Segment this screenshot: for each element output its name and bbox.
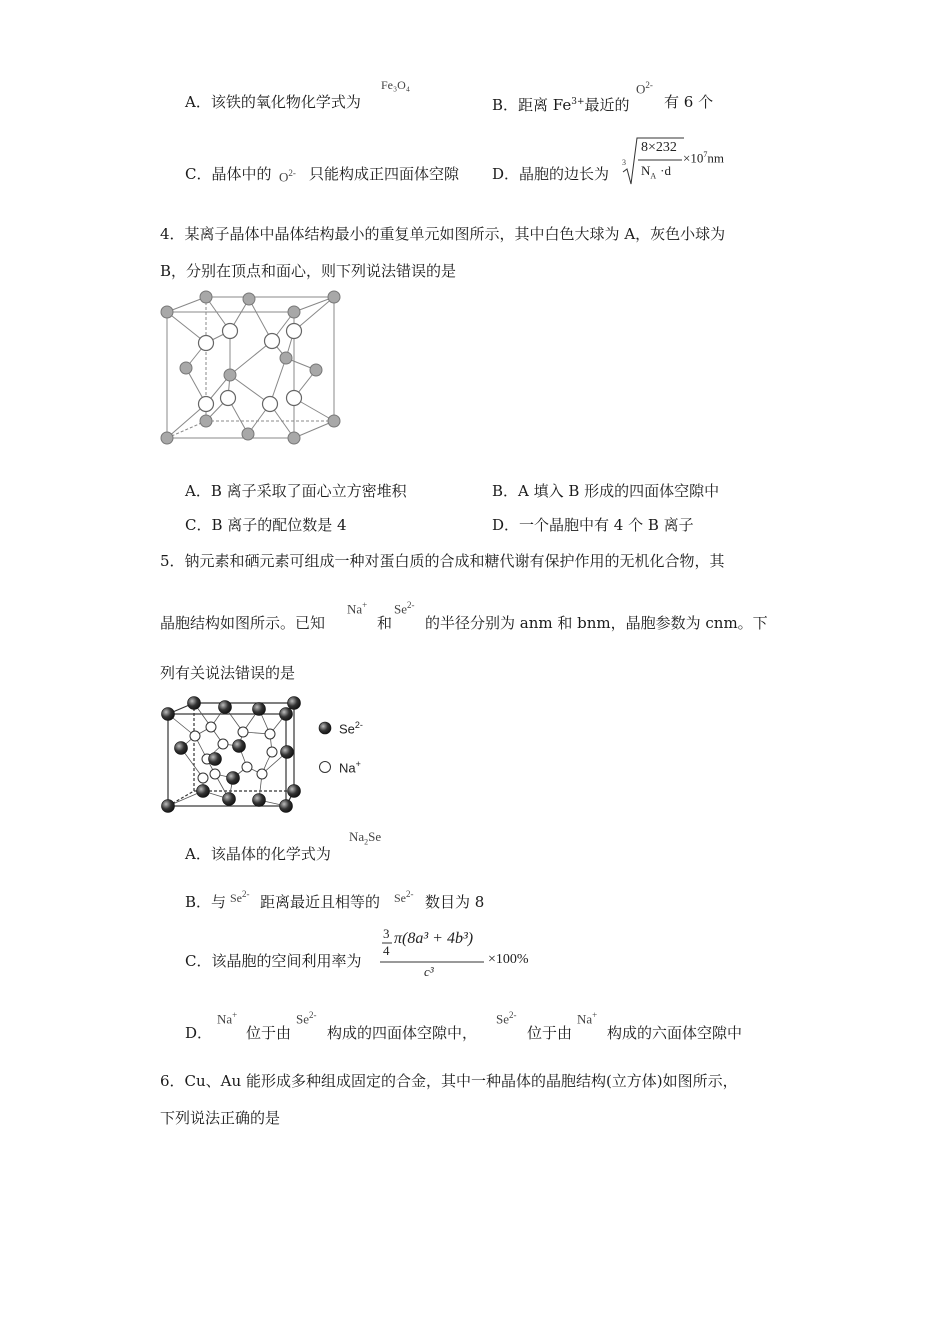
q3-option-b-charge: 3+ [571, 97, 585, 107]
q5-option-c: C．该晶胞的空间利用率为 [185, 952, 362, 970]
q5-option-d-ion2 [296, 1010, 317, 1027]
q5-option-c-formula [380, 926, 545, 986]
q5-na-ion [347, 600, 367, 617]
legend-se-label [339, 720, 363, 736]
q3-option-b-ion-charge: 2- [645, 80, 653, 90]
q3-option-d-pre: D．晶胞的边长为 [492, 165, 610, 183]
q3-option-c-ion-charge: 2- [288, 168, 296, 178]
formula-se: Se [368, 829, 382, 844]
unit: nm [707, 150, 724, 166]
den-d: ·d [660, 163, 672, 178]
q3-option-b-pre: B．距离 Fe [492, 96, 572, 114]
legend-na-charge: + [355, 759, 361, 769]
q3-option-d [492, 164, 609, 184]
q5-crystal-figure [155, 694, 370, 814]
percent: ×100% [488, 952, 529, 967]
q5-stem-line2-pre: 晶胞结构如图所示。已知 [160, 614, 326, 632]
q5-se-symbol: Se [394, 601, 407, 617]
q3-option-b-ion [636, 80, 653, 97]
legend-na-marker [317, 759, 333, 775]
q5-d-se1-charge: 2- [309, 1010, 317, 1020]
frac-denominator: 4 [383, 943, 390, 958]
q3-option-c-post: 只能构成正四面体空隙 [309, 165, 460, 183]
q3-option-a-text: A．该铁的氧化物化学式为 [185, 93, 361, 111]
times-ten: ×10 [683, 150, 704, 166]
q3-option-c [185, 164, 271, 184]
q5-d-se2: Se [496, 1011, 509, 1027]
q3-option-a-formula: Fe₃O₄ [381, 78, 411, 92]
q5-option-d-mid2: 构成的四面体空隙中， [327, 1024, 478, 1042]
formula-na: Na [349, 829, 365, 844]
q5-option-b-post: 数目为 8 [425, 893, 485, 911]
legend-se-marker [317, 720, 333, 736]
q5-option-a-formula [349, 829, 381, 847]
q5-option-a: A．该晶体的化学式为 [185, 845, 331, 863]
q5-option-d-post: 构成的六面体空隙中 [607, 1024, 743, 1042]
q3-option-b-mid: 最近的 [584, 96, 630, 114]
q3-option-b-ion-symbol: O [636, 81, 646, 97]
formula-sub: 2 [364, 837, 369, 847]
q5-b-se2: Se [394, 891, 406, 905]
q3-option-a [185, 92, 361, 112]
legend-na-symbol: Na [339, 760, 356, 776]
legend-se-symbol: Se [339, 721, 355, 737]
q5-na-symbol: Na [347, 601, 363, 617]
q6-stem-line2: 下列说法正确的是 [160, 1109, 281, 1127]
den-n: N [641, 163, 651, 178]
q5-option-d-pre: D． [185, 1024, 213, 1042]
q5-d-se2-charge: 2- [509, 1010, 517, 1020]
q4-crystal-figure [150, 288, 350, 450]
exponent: 7 [703, 150, 708, 159]
volume-expression: π(8a³ + 4b³) [394, 930, 474, 947]
q4-option-d: D．一个晶胞中有 4 个 B 离子 [492, 516, 694, 534]
root-numerator: 8×232 [641, 140, 677, 155]
q5-stem-line2-post: 的半径分别为 anm 和 bnm，晶胞参数为 cnm。下 [425, 614, 768, 632]
q5-se-ion [394, 600, 415, 617]
main-frac-bar [380, 961, 484, 963]
q5-option-b-ion2 [394, 889, 414, 906]
frac-numerator: 3 [383, 926, 390, 941]
q5-se-charge: 2- [407, 600, 415, 610]
q5-stem-and: 和 [377, 614, 393, 632]
cell-volume: c³ [424, 964, 434, 979]
q5-stem-line3: 列有关说法错误的是 [160, 664, 296, 682]
q3-option-c-ion-symbol: O [279, 169, 289, 185]
q5-option-b-pre: B．与 [185, 893, 227, 911]
q3-option-c-ion [279, 168, 296, 185]
q5-option-d-ion1 [217, 1010, 237, 1027]
q5-option-d-ion3 [496, 1010, 517, 1027]
q3-option-b [492, 92, 630, 115]
q5-option-b-ion1 [230, 889, 250, 906]
q4-stem-line2: B，分别在顶点和面心，则下列说法错误的是 [160, 262, 457, 280]
legend-se-charge: 2- [354, 720, 363, 730]
q5-b-se2-charge: 2- [406, 889, 414, 899]
q5-d-na2: Na [577, 1011, 593, 1027]
q5-option-d-mid3: 位于由 [527, 1024, 573, 1042]
q4-stem-line1: 4．某离子晶体中晶体结构最小的重复单元如图所示，其中白色大球为 A，灰色小球为 [160, 225, 726, 243]
q5-na-charge: + [362, 600, 368, 610]
root-denominator [641, 163, 671, 181]
root-index: 3 [622, 158, 626, 167]
q4-option-a: A．B 离子采取了面心立方密堆积 [185, 482, 407, 500]
q3-option-d-formula [620, 136, 750, 188]
q4-option-b: B．A 填入 B 形成的四面体空隙中 [492, 482, 720, 500]
den-sub: A [650, 171, 657, 181]
q5-d-na2-charge: + [592, 1010, 598, 1020]
q5-option-d-mid1: 位于由 [246, 1024, 292, 1042]
q5-unit-cell-diagram [155, 694, 305, 814]
q5-b-se1-charge: 2- [242, 889, 250, 899]
q5-d-na1: Na [217, 1011, 233, 1027]
q5-option-d-ion4 [577, 1010, 597, 1027]
q6-stem-line1: 6．Cu、Au 能形成多种组成固定的合金，其中一种晶体的晶胞结构(立方体)如图所示， [160, 1072, 738, 1090]
q5-d-se1: Se [296, 1011, 309, 1027]
q3-option-b-post: 有 6 个 [664, 93, 714, 111]
q5-d-na1-charge: + [232, 1010, 238, 1020]
q3-option-c-pre: C．晶体中的 [185, 165, 272, 183]
q4-unit-cell-diagram [150, 288, 350, 450]
q5-option-b-mid: 距离最近且相等的 [260, 893, 381, 911]
q5-b-se1: Se [230, 891, 242, 905]
legend-na-label [339, 759, 361, 775]
q5-stem-line1: 5．钠元素和硒元素可组成一种对蛋白质的合成和糖代谢有保护作用的无机化合物，其 [160, 552, 725, 570]
q4-option-c: C．B 离子的配位数是 4 [185, 516, 347, 534]
root-multiplier [683, 150, 724, 166]
